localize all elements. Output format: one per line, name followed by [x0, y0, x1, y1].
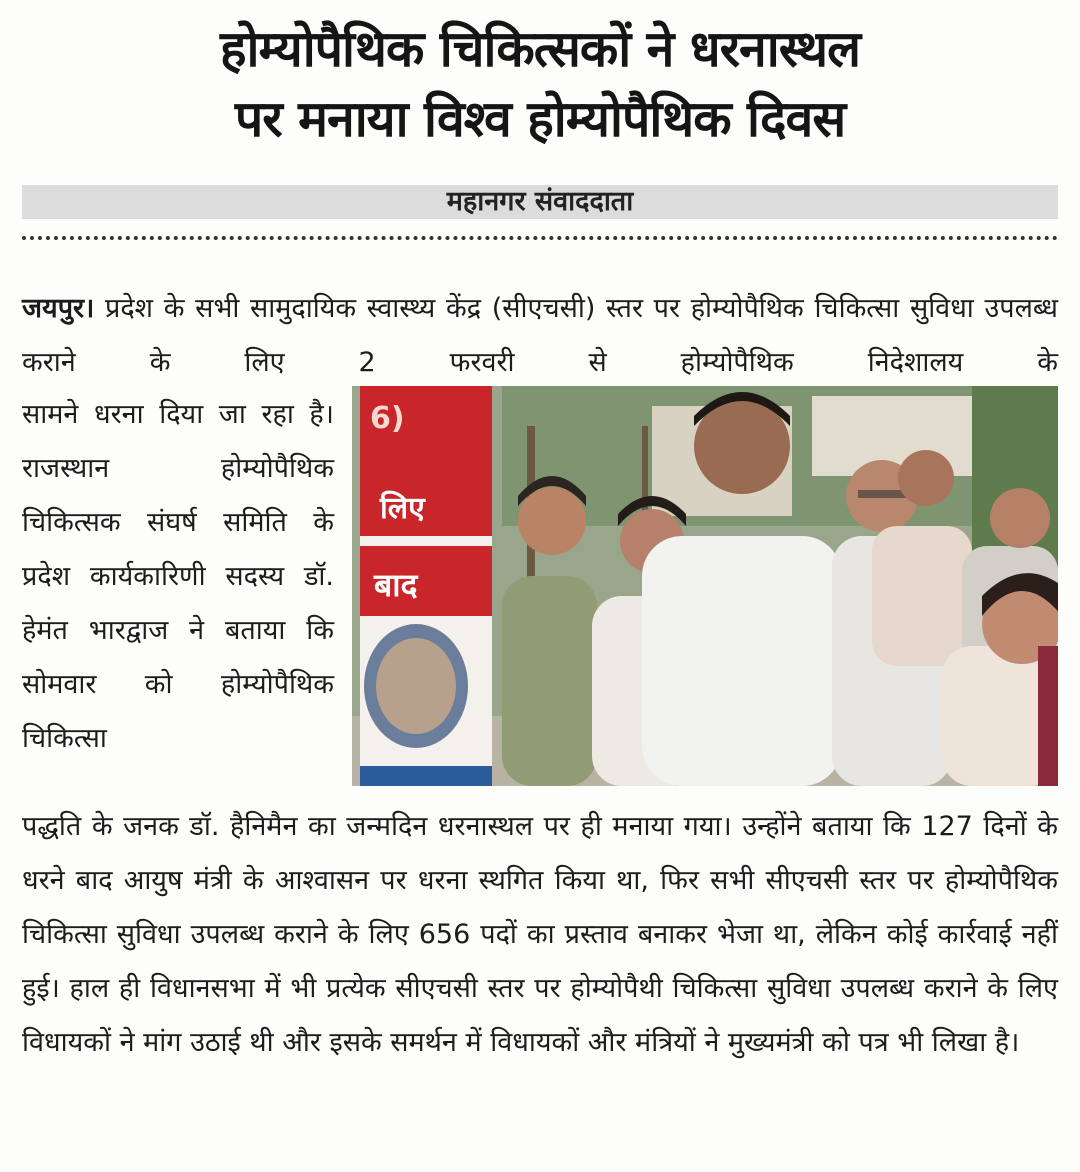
article-paragraph-left: सामने धरना दिया जा रहा है। राजस्थान होम्योपैथिक चिकित्सक संघर्ष समिति के प्रदेश कार्यकारिणी सदस्य डॉ. हेमंत भारद्वाज ने बताया कि सोमवार को होम्योपैथिक चिकित्सा: [22, 399, 334, 754]
banner-text-low: बाद: [374, 566, 418, 604]
headline: [20, 14, 1060, 154]
banner-text-mid: लिए: [380, 491, 425, 526]
paragraph-top-text: प्रदेश के सभी सामुदायिक स्वास्थ्य केंद्र (सीएचसी) स्तर पर होम्योपैथिक चिकित्सा सुविधा उपलब्ध कराने के लिए 2 फरवरी से होम्योपैथिक निदेशालय के: [22, 293, 1058, 378]
dotted-divider: [22, 236, 1058, 240]
byline: महानगर संवाददाता: [446, 186, 634, 217]
news-photo: [352, 386, 1058, 786]
headline-line-2: पर मनाया विश्व होम्योपैथिक दिवस: [234, 90, 846, 148]
byline-bar: [22, 185, 1058, 219]
headline-line-1: होम्योपैथिक चिकित्सकों ने धरनास्थल: [219, 20, 861, 78]
photo-illustration: [352, 386, 1058, 786]
article-paragraph-bottom: पद्धति के जनक डॉ. हैनिमैन का जन्मदिन धरनास्थल पर ही मनाया गया। उन्होंने बताया कि 127 दिनों के धरने बाद आयुष मंत्री के आश्वासन पर धरना स्थगित किया था, फिर सभी सीएचसी स्तर पर होम्योपैथिक चिकित्सा सुविधा उपलब्ध कराने के लिए 656 पदों का प्रस्ताव बनाकर भेजा था, लेकिन कोई कार्रवाई नहीं हुई। हाल ही विधानसभा में भी प्रत्येक सीएचसी स्तर पर होम्योपैथी चिकित्सा सुविधा उपलब्ध कराने के लिए विधायकों ने मांग उठाई थी और इसके समर्थन में विधायकों और मंत्रियों ने मुख्यमंत्री को पत्र भी लिखा है।: [22, 811, 1058, 1058]
dateline: जयपुर।: [22, 293, 95, 324]
article-paragraph-top: [22, 282, 1058, 390]
banner-text-top: 6): [370, 401, 405, 436]
